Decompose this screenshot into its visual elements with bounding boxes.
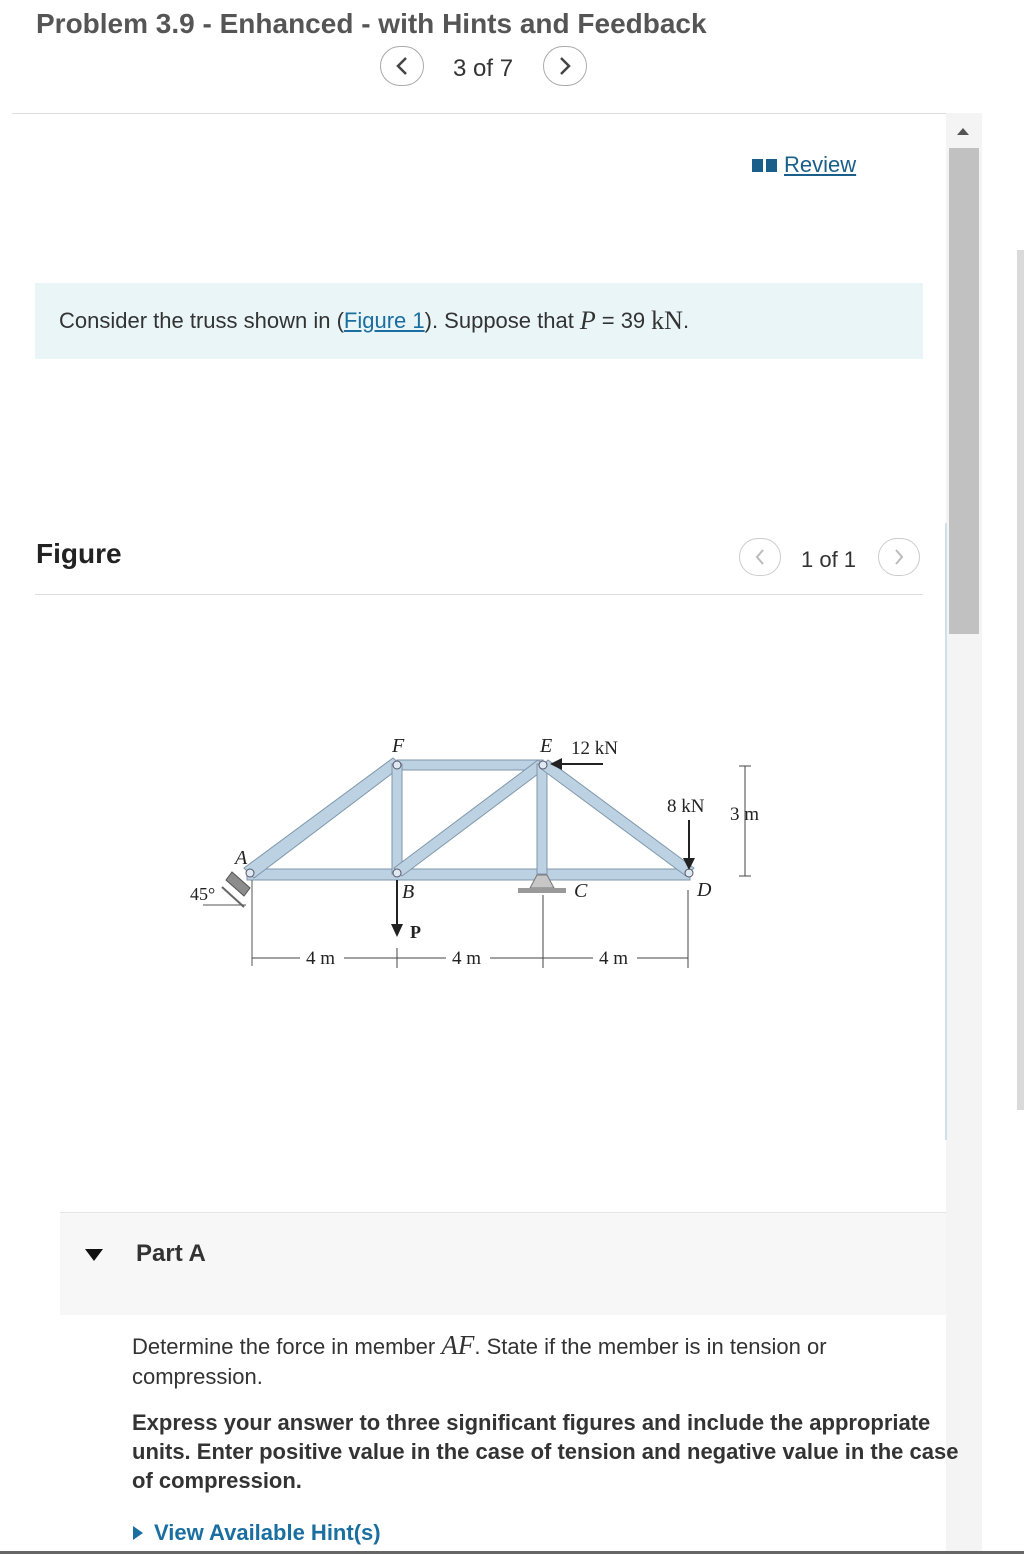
label-B: B <box>402 881 415 903</box>
figure-divider <box>35 594 923 595</box>
label-load-E: 12 kN <box>571 738 618 759</box>
chevron-left-icon <box>395 56 409 76</box>
chevron-left-icon <box>754 548 766 566</box>
chevron-right-icon <box>558 56 572 76</box>
figure-position: 1 of 1 <box>801 547 857 572</box>
part-a-question <box>132 1330 952 1392</box>
panel-border <box>945 523 947 1140</box>
figure-next-button[interactable] <box>878 538 920 576</box>
member-ED <box>540 760 694 876</box>
label-span-3: 4 m <box>599 948 629 969</box>
joint-E <box>539 761 547 769</box>
review-label[interactable]: Review <box>784 152 857 177</box>
label-C: C <box>574 880 588 902</box>
member-FB <box>392 764 402 874</box>
view-hints-link[interactable] <box>132 1520 381 1546</box>
label-P: P <box>410 922 421 942</box>
problem-statement <box>35 283 923 359</box>
member-BE <box>394 760 546 876</box>
joint-A <box>246 869 254 877</box>
member-bottom-chord <box>247 869 690 880</box>
load-variable: P <box>579 306 596 335</box>
view-hints-label[interactable]: View Available Hint(s) <box>154 1520 381 1545</box>
truss-figure <box>180 730 780 980</box>
question-member: AF <box>441 1330 475 1360</box>
chevron-right-icon <box>893 548 905 566</box>
question-prefix: Determine the force in member <box>132 1334 436 1359</box>
problem-title: Problem 3.9 - Enhanced - with Hints and Feedback <box>36 8 707 39</box>
caret-down-icon[interactable] <box>84 1248 104 1262</box>
label-A: A <box>235 847 248 869</box>
next-problem-button[interactable] <box>543 46 587 86</box>
statement-middle: ). Suppose that <box>424 308 574 333</box>
label-E: E <box>540 735 553 757</box>
part-a-label[interactable]: Part A <box>136 1240 206 1267</box>
load-unit: kN <box>651 306 683 335</box>
figure-prev-button[interactable] <box>739 538 781 576</box>
figure-link[interactable]: Figure 1 <box>343 308 425 333</box>
joint-D <box>685 869 693 877</box>
answer-instructions: Express your answer to three significant figures and include the appropriate units. Enter positive value in the case of tension and negative value in the case of compression. <box>132 1410 959 1493</box>
problem-position: 3 of 7 <box>453 55 514 82</box>
previous-problem-button[interactable] <box>380 46 424 86</box>
member-EC <box>537 764 547 874</box>
question-suffix: . State if the member is in tension or compression. <box>132 1334 827 1389</box>
figure-heading: Figure <box>36 538 122 569</box>
label-D: D <box>697 879 712 901</box>
member-FE <box>397 760 543 770</box>
scrollbar-thumb[interactable] <box>949 148 979 634</box>
statement-suffix: . <box>682 308 690 333</box>
label-load-D: 8 kN <box>667 796 705 817</box>
statement-prefix: Consider the truss shown in ( <box>59 308 344 333</box>
label-F: F <box>392 735 405 757</box>
window-edge <box>1017 250 1024 1110</box>
book-icon <box>752 156 778 174</box>
joint-F <box>393 761 401 769</box>
label-span-1: 4 m <box>306 948 336 969</box>
scroll-up-icon[interactable] <box>955 124 971 138</box>
caret-right-icon <box>132 1525 144 1541</box>
label-angle: 45° <box>190 884 216 904</box>
label-span-2: 4 m <box>452 948 482 969</box>
load-value: = 39 <box>601 308 646 333</box>
review-link[interactable] <box>752 152 856 178</box>
joint-B <box>393 869 401 877</box>
header-divider <box>12 113 946 114</box>
label-height: 3 m <box>730 804 760 825</box>
member-AF <box>244 758 402 878</box>
